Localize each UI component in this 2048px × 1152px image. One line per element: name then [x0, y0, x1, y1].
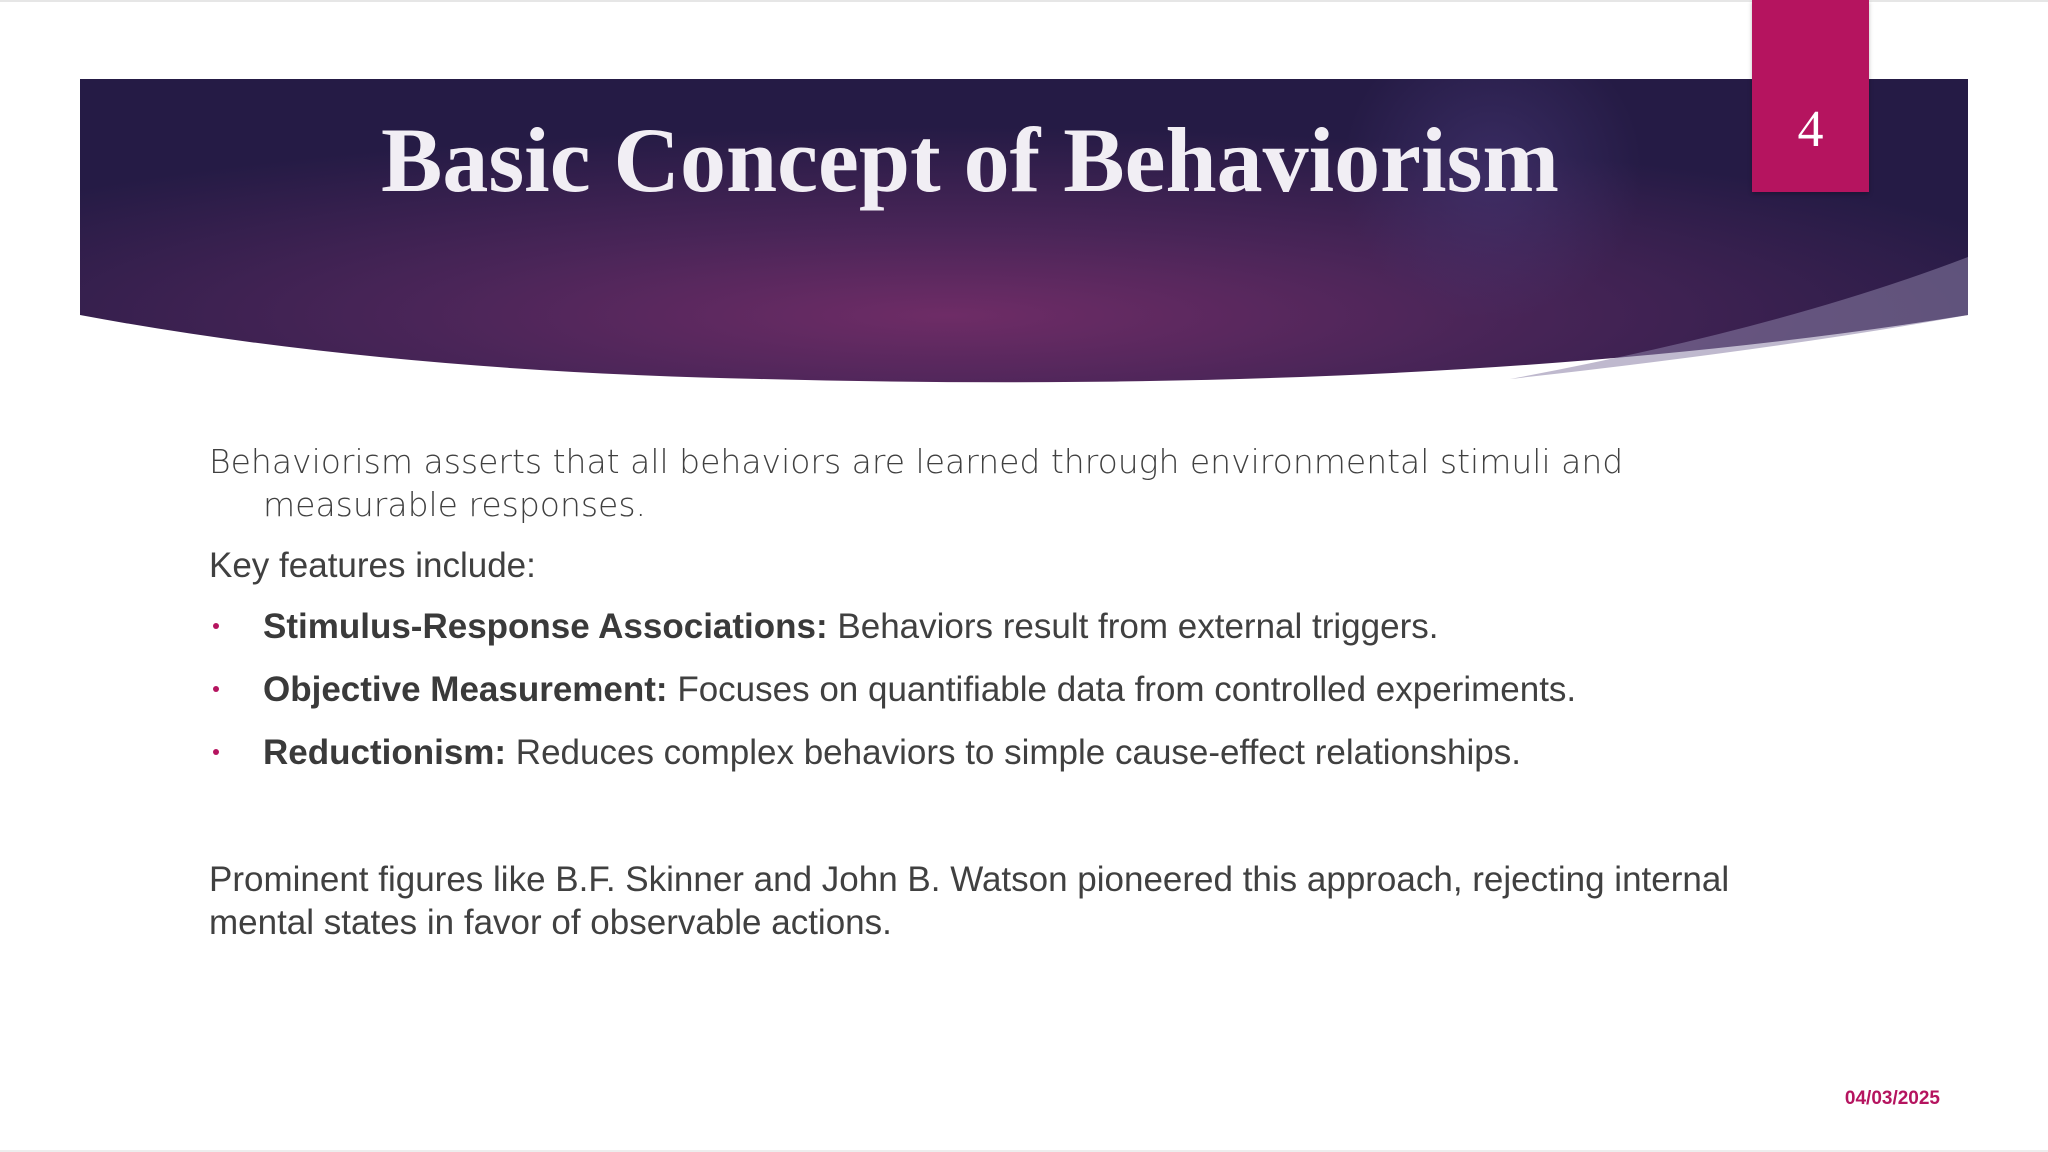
- closing-paragraph: Prominent figures like B.F. Skinner and John B. Watson pioneered this approach, rejecting internal mental states in favor of observable actions.: [209, 860, 1730, 942]
- bullet-icon: [213, 749, 219, 755]
- bullet-icon: [213, 623, 219, 629]
- feature-description: Focuses on quantifiable data from controlled experiments.: [667, 670, 1577, 709]
- bullet-icon: [213, 686, 219, 692]
- slide-number-tab: [1752, 0, 1869, 192]
- top-divider: [0, 0, 2048, 2]
- slide-title: Basic Concept of Behaviorism: [380, 109, 1560, 211]
- feature-term: Stimulus-Response Associations:: [263, 607, 828, 646]
- feature-term: Objective Measurement:: [263, 670, 668, 709]
- slide-content: [209, 440, 1769, 962]
- list-item: [209, 731, 1769, 774]
- feature-term: Reductionism:: [263, 733, 507, 772]
- feature-list: [209, 605, 1769, 774]
- key-features-heading: Key features include:: [209, 546, 536, 585]
- list-item: [209, 668, 1769, 711]
- slide-number: 4: [1797, 101, 1824, 158]
- slide-date: 04/03/2025: [1844, 1088, 1940, 1109]
- list-item: [209, 605, 1769, 648]
- feature-description: Behaviors result from external triggers.: [827, 607, 1439, 646]
- feature-description: Reduces complex behaviors to simple cause-effect relationships.: [506, 733, 1521, 772]
- intro-paragraph: Behaviorism asserts that all behaviors are learned through environmental stimuli and measurable responses.: [209, 442, 1624, 524]
